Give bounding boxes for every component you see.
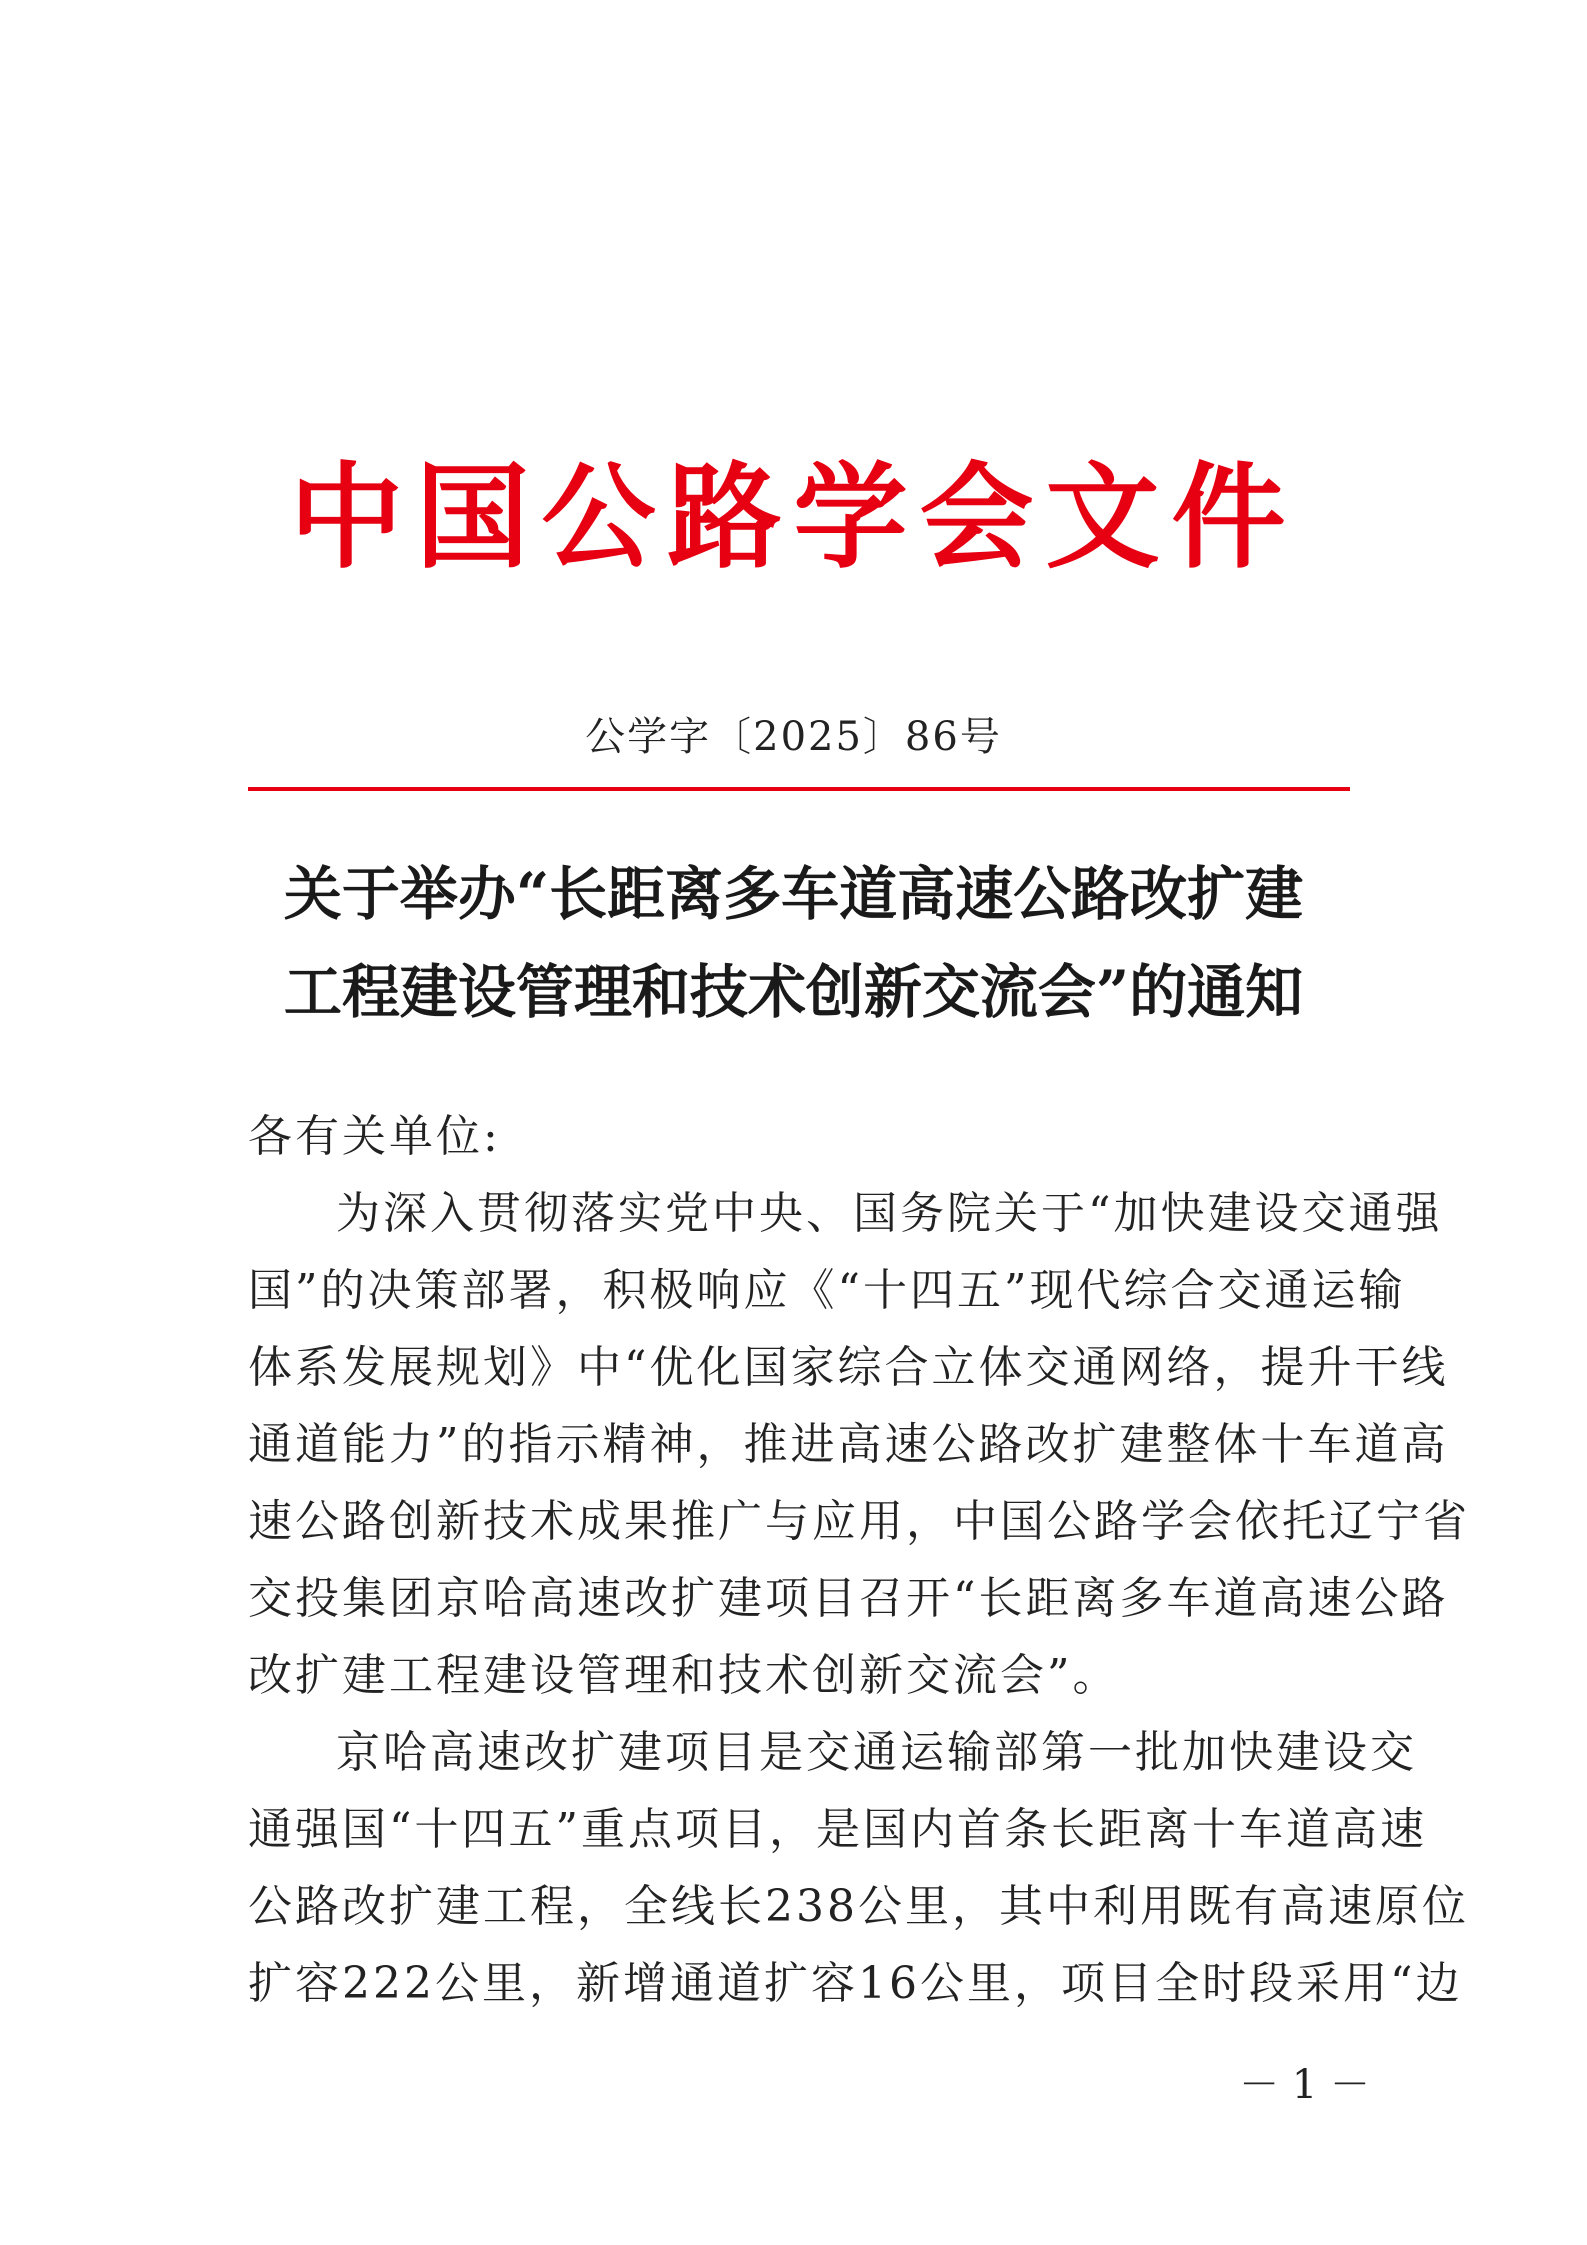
salutation: 各有关单位: (248, 1111, 501, 1162)
paragraph-1-line: 国”的决策部署，积极响应《“十四五”现代综合交通运输 (248, 1265, 1406, 1316)
page-number: － 1 － (1239, 2062, 1370, 2108)
paragraph-1-line: 改扩建工程建设管理和技术创新交流会”。 (248, 1650, 1120, 1701)
document-header-title: 中国公路学会文件 (289, 450, 1298, 584)
notice-body (248, 1098, 1470, 2022)
paragraph-1-line: 体系发展规划》中“优化国家综合立体交通网络，提升干线 (248, 1342, 1449, 1393)
paragraph-2-line: 扩容222公里，新增通道扩容16公里，项目全时段采用“边 (248, 1958, 1463, 2009)
notice-title-line: 关于举办“长距离多车道高速公路改扩建 (283, 860, 1304, 928)
notice-title (230, 845, 1357, 1041)
paragraph-2-line: 通强国“十四五”重点项目，是国内首条长距离十车道高速 (248, 1804, 1427, 1855)
paragraph-1-line: 通道能力”的指示精神，推进高速公路改扩建整体十车道高 (248, 1419, 1449, 1470)
document-number: 公学字〔2025〕86号 (585, 714, 1002, 760)
paragraph-1-line: 交投集团京哈高速改扩建项目召开“长距离多车道高速公路 (248, 1573, 1449, 1624)
paragraph-1-line: 为深入贯彻落实党中央、国务院关于“加快建设交通强 (336, 1188, 1443, 1239)
notice-title-line: 工程建设管理和技术创新交流会”的通知 (283, 958, 1304, 1026)
red-divider-line (248, 787, 1350, 791)
paragraph-1-line: 速公路创新技术成果推广与应用，中国公路学会依托辽宁省 (248, 1496, 1470, 1547)
paragraph-2-line: 京哈高速改扩建项目是交通运输部第一批加快建设交 (336, 1727, 1417, 1778)
paragraph-2-line: 公路改扩建工程，全线长238公里，其中利用既有高速原位 (248, 1881, 1469, 1932)
